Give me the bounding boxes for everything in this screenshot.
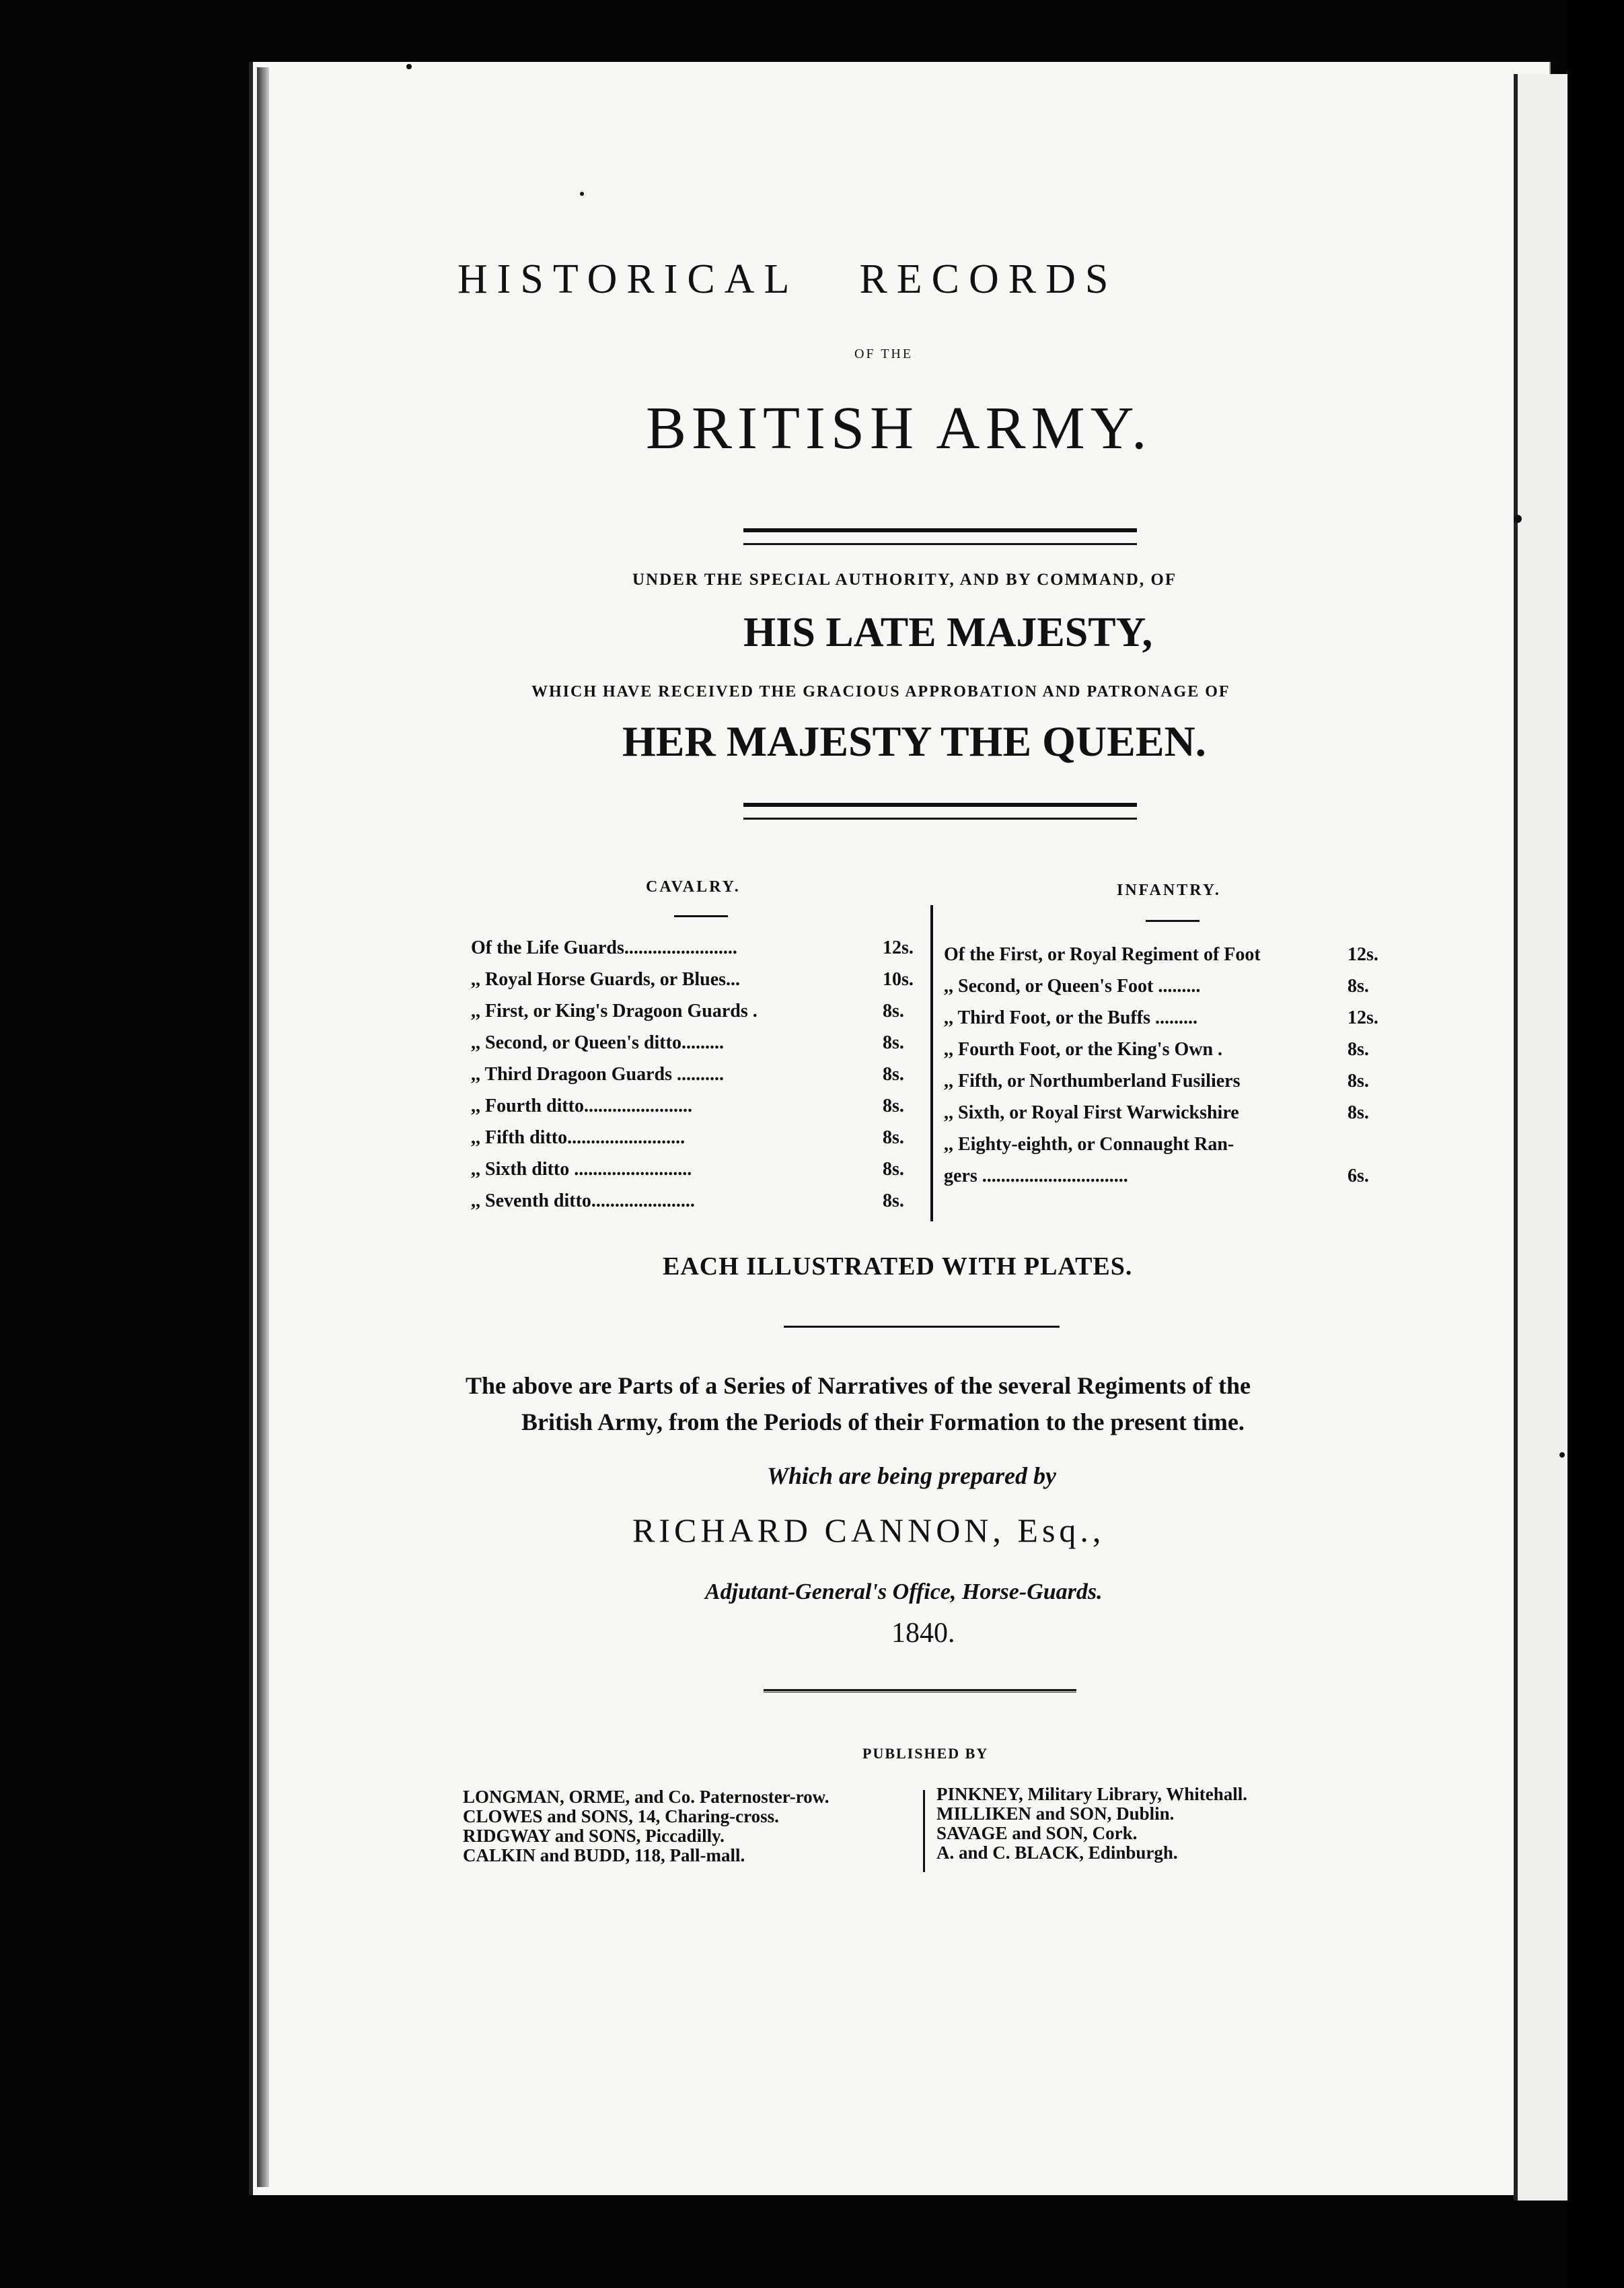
authority-queen: HER MAJESTY THE QUEEN.	[622, 717, 1206, 765]
publisher-entry: SAVAGE and SON, Cork.	[936, 1823, 1138, 1843]
list-item	[944, 1065, 1401, 1097]
list-item	[944, 1160, 1401, 1192]
adjacent-page-edge	[1514, 74, 1572, 2201]
regiment-name: ,, Fourth Foot, or the King's Own .	[944, 1039, 1223, 1060]
publisher-entry: CALKIN and BUDD, 118, Pall-mall.	[463, 1845, 745, 1865]
infantry-list	[944, 939, 1401, 1192]
regiment-price: 8s.	[883, 1159, 904, 1180]
infantry-heading-rule	[1146, 920, 1199, 922]
regiment-price: 8s.	[1348, 1039, 1369, 1060]
double-rule-top	[743, 528, 1137, 545]
publishers-divider	[923, 1790, 925, 1872]
single-rule-lower	[764, 1689, 1076, 1691]
publisher-entry: LONGMAN, ORME, and Co. Paternoster-row.	[463, 1787, 829, 1807]
list-item	[471, 1153, 915, 1185]
authority-which: WHICH HAVE RECEIVED THE GRACIOUS APPROBATION AND PATRONAGE OF	[531, 683, 1230, 701]
author-office: Adjutant-General's Office, Horse-Guards.	[705, 1579, 1103, 1604]
cavalry-heading: CAVALRY.	[646, 878, 741, 896]
list-item	[471, 1027, 915, 1059]
publishers-left	[463, 1787, 829, 1865]
regiment-price: 8s.	[883, 1096, 904, 1116]
regiment-price: 10s.	[883, 969, 914, 990]
regiment-price: 8s.	[883, 1032, 904, 1053]
list-item	[944, 1034, 1401, 1065]
regiment-name: gers ...............................	[944, 1166, 1128, 1186]
regiment-price: 12s.	[1348, 1007, 1378, 1028]
regiment-name: ,, Fifth ditto.........................	[471, 1127, 686, 1148]
publisher-entry: MILLIKEN and SON, Dublin.	[936, 1803, 1175, 1824]
regiment-name: Of the Life Guards........................	[471, 937, 737, 958]
regiment-name: ,, First, or King's Dragoon Guards .	[471, 1001, 758, 1022]
authority-under: UNDER THE SPECIAL AUTHORITY, AND BY COMMAND, OF	[632, 571, 1177, 589]
list-item	[471, 932, 915, 964]
single-rule-upper	[784, 1326, 1060, 1328]
regiment-price: 8s.	[883, 1190, 904, 1211]
regiment-name: ,, Second, or Queen's ditto.........	[471, 1032, 724, 1053]
regiment-name: ,, Fifth, or Northumberland Fusiliers	[944, 1071, 1241, 1092]
ink-speck	[580, 192, 584, 196]
cavalry-heading-rule	[674, 915, 728, 917]
regiment-price: 8s.	[1348, 1071, 1369, 1092]
scan-border-right	[1567, 0, 1624, 2288]
regiment-price: 12s.	[883, 937, 914, 958]
published-by: PUBLISHED BY	[862, 1745, 989, 1762]
regiment-name: Of the First, or Royal Regiment of Foot	[944, 944, 1261, 965]
page-left-edge	[257, 67, 269, 2187]
list-item	[471, 964, 915, 995]
list-item	[471, 1059, 915, 1090]
list-item	[944, 1129, 1401, 1160]
ink-speck	[1559, 1452, 1565, 1458]
infantry-heading: INFANTRY.	[1117, 882, 1221, 899]
author-name: RICHARD CANNON, Esq.,	[632, 1511, 1105, 1549]
regiment-name: ,, Royal Horse Guards, or Blues...	[471, 969, 741, 990]
regiment-name: ,, Sixth ditto .........................	[471, 1159, 692, 1180]
publishers-right	[936, 1785, 1247, 1863]
publisher-entry: PINKNEY, Military Library, Whitehall.	[936, 1784, 1248, 1804]
list-item	[944, 1002, 1401, 1034]
ink-speck	[406, 64, 412, 69]
publisher-entry: CLOWES and SONS, 14, Charing-cross.	[463, 1806, 779, 1826]
regiment-price: 6s.	[1348, 1166, 1369, 1186]
regiment-name: ,, Sixth, or Royal First Warwickshire	[944, 1102, 1239, 1123]
publisher-entry: RIDGWAY and SONS, Piccadilly.	[463, 1826, 725, 1846]
title-of-the: OF THE	[854, 347, 914, 361]
list-item	[471, 1185, 915, 1217]
title-word-historical: HISTORICAL	[457, 256, 799, 302]
regiment-name: ,, Third Foot, or the Buffs .........	[944, 1007, 1197, 1028]
regiment-price: 8s.	[883, 1064, 904, 1085]
list-item	[471, 1090, 915, 1122]
column-divider	[930, 905, 933, 1221]
title-british-army: BRITISH ARMY.	[646, 395, 1152, 462]
regiment-price: 8s.	[1348, 1102, 1369, 1123]
regiment-price: 8s.	[1348, 976, 1369, 997]
regiment-name: ,, Third Dragoon Guards ..........	[471, 1064, 724, 1085]
list-item	[471, 995, 915, 1027]
list-item	[944, 970, 1401, 1002]
regiment-name: ,, Fourth ditto.......................	[471, 1096, 692, 1116]
ink-speck	[1514, 515, 1522, 523]
regiment-price: 12s.	[1348, 944, 1378, 965]
prepared-by: Which are being prepared by	[767, 1462, 1056, 1489]
regiment-name: ,, Second, or Queen's Foot .........	[944, 976, 1201, 997]
regiment-name: ,, Eighty-eighth, or Connaught Ran-	[944, 1134, 1234, 1155]
cavalry-list	[471, 932, 915, 1217]
title-historical-records	[457, 256, 1359, 303]
list-item	[944, 939, 1401, 970]
authority-late-majesty: HIS LATE MAJESTY,	[743, 610, 1153, 655]
series-line-1: The above are Parts of a Series of Narratives of the several Regiments of the	[466, 1372, 1251, 1399]
series-line-2: British Army, from the Periods of their Formation to the present time.	[521, 1408, 1245, 1435]
regiment-price: 8s.	[883, 1001, 904, 1022]
regiment-name: ,, Seventh ditto......................	[471, 1190, 695, 1211]
list-item	[944, 1097, 1401, 1129]
double-rule-middle	[743, 803, 1137, 820]
publisher-entry: A. and C. BLACK, Edinburgh.	[936, 1843, 1178, 1863]
publication-year: 1840.	[891, 1618, 955, 1649]
illustrated-note: EACH ILLUSTRATED WITH PLATES.	[663, 1252, 1133, 1281]
title-word-records: RECORDS	[859, 256, 1118, 302]
regiment-price: 8s.	[883, 1127, 904, 1148]
list-item	[471, 1122, 915, 1153]
